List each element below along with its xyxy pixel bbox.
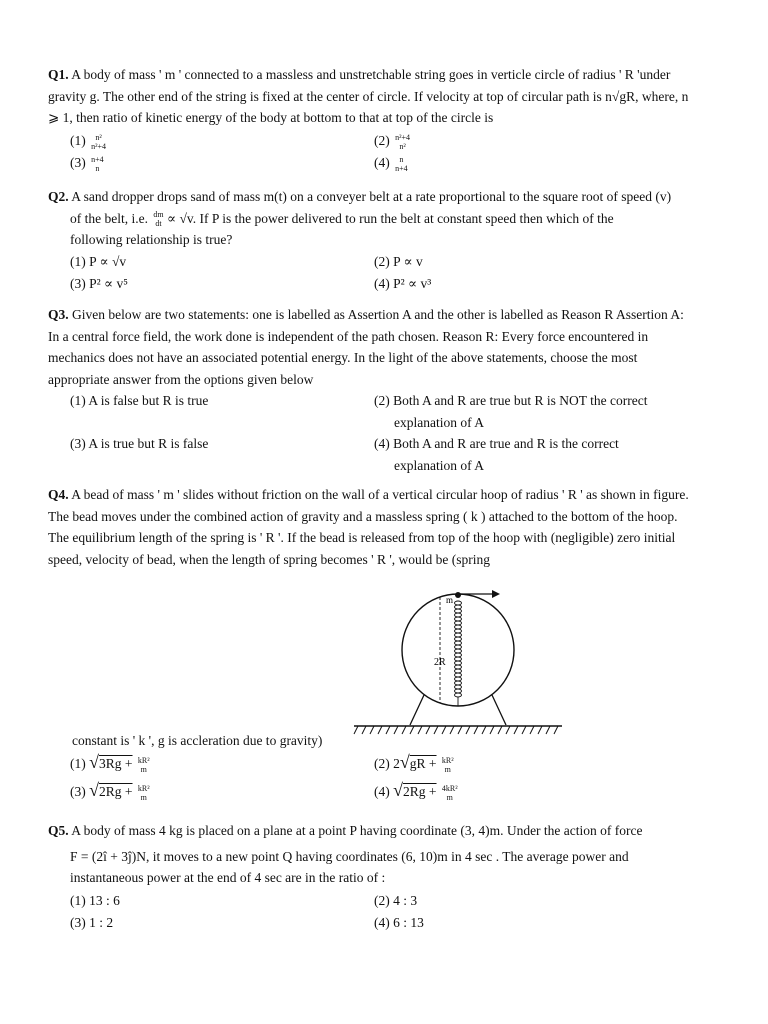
spring [455,601,462,706]
q4-option-4[interactable]: (4) √2Rg + 4kR² m [374,780,458,802]
q4-option-1[interactable]: (1) √3Rg + kR² m [70,752,150,774]
question-number: Q5. [48,823,69,838]
q3-options [0,390,768,476]
question-2: Q2. A sand dropper drops sand of mass m(t) on a conveyer belt at a rate proportional to the square root of speed (v) of the belt, i.e. dm dt ∝ √v. If P is the power delivered to run the belt at constant speed then which of the following relationship is true? [48,189,672,247]
q1-option-4[interactable]: (4) n n+4 [374,154,408,173]
fraction: n+4 n [91,154,104,173]
question-text: Given below are two statements: one is labelled as Assertion A and the other is labelled as Reason R Assertion A: In a central force field, the work done is independent of the path chosen. Reason R: Every force encountered in mechanics does not have an associated potential energy. In the light of the above statements, choose the most appropriate answer from the options given below [48,307,684,387]
question-number: Q3. [48,307,69,322]
q2-option-3[interactable]: (3) P² ∝ v⁵ [70,276,129,291]
q3-option-3[interactable]: (3) A is true but R is false [70,436,209,451]
question-3 [48,304,698,390]
q1-option-2[interactable]: (2) n²+4 n² [374,132,411,151]
fraction: dm dt [153,210,164,229]
hoop-figure [352,585,564,740]
q2-options [0,251,768,295]
q4-text-continued: constant is ' k ', g is accleration due to gravity) [72,733,323,748]
q3-option-2[interactable]: (2) Both A and R are true but R is NOT the correct explanation of A [374,393,648,430]
q5-option-3[interactable]: (3) 1 : 2 [70,915,114,930]
question-number: Q1. [48,67,69,82]
question-text: A body of mass 4 kg is placed on a plane at a point P having coordinate (3, 4)m. Under the action of force [71,823,643,838]
q5-option-1[interactable]: (1) 13 : 6 [70,893,120,908]
label-m: m [446,595,454,605]
q3-option-1[interactable]: (1) A is false but R is true [70,393,209,408]
q1-options [0,130,768,174]
q2-option-1[interactable]: (1) P ∝ √v [70,254,127,269]
fraction: kR² m [137,783,150,802]
fraction: kR² m [441,755,454,774]
fraction: n n+4 [395,154,408,173]
sqrt-sign: √ [393,780,404,800]
right-leg [492,695,506,725]
q4-option-2[interactable]: (2) 2√gR + kR² m [374,752,454,774]
q3-option-4[interactable]: (4) Both A and R are true and R is the correct explanation of A [374,436,619,473]
q5-options [0,890,768,934]
q2-option-4[interactable]: (4) P² ∝ v³ [374,276,432,291]
q4-options [0,752,768,810]
fraction: n² n²+4 [91,132,107,151]
left-leg [410,695,424,725]
question-text: A body of mass ' m ' connected to a massless and unstretchable string goes in verticle circle of radius ' R 'under gravity g. The other end of the string is fixed at the center of circle. If velocity at top of circular path is n√gR, where, n ⩾ 1, then ratio of kinetic energy of the body at bottom to that at top of the circle is [48,67,689,125]
question-text: A sand dropper drops sand of mass m(t) on a conveyer belt at a rate proportional to the square root of speed (v) [71,189,672,204]
sqrt-sign: √ [89,752,100,772]
q5-option-4[interactable]: (4) 6 : 13 [374,915,424,930]
q1-option-1[interactable]: (1) n² n²+4 [70,132,107,151]
question-4 [48,484,698,570]
question-1 [48,64,698,129]
fraction: 4kR² m [441,783,458,802]
sqrt-sign: √ [399,752,410,772]
fraction: n²+4 n² [395,132,411,151]
question-text: A bead of mass ' m ' slides without friction on the wall of a vertical circular hoop of radius ' R ' as shown in figure. The bead moves under the combined action of gravity and a massless spring ( k ) attached to the bottom of the hoop. The equilibrium length of the spring is ' R '. If the bead is released from top of the hoop with (negligible) zero initial speed, velocity of bead, when the length of spring becomes ' R ', would be (spring [48,487,689,567]
question-number: Q2. [48,189,69,204]
q1-option-3[interactable]: (3) n+4 n [70,154,104,173]
q2-option-2[interactable]: (2) P ∝ v [374,254,423,269]
q4-option-3[interactable]: (3) √2Rg + kR² m [70,780,150,802]
sqrt-sign: √ [89,780,100,800]
fraction: kR² m [137,755,150,774]
label-2r: 2R [434,657,446,668]
arrow-head [492,590,500,598]
q5-option-2[interactable]: (2) 4 : 3 [374,893,418,908]
bead [455,592,461,598]
question-number: Q4. [48,487,69,502]
question-5: Q5. A body of mass 4 kg is placed on a plane at a point P having coordinate (3, 4)m. Under the action of force F = (2î + 3ĵ)N, it moves to a new point Q having coordinates (6, 10)m in 4 sec . The average power and instantaneous power at the end of 4 sec are in the ratio of : [48,823,643,885]
